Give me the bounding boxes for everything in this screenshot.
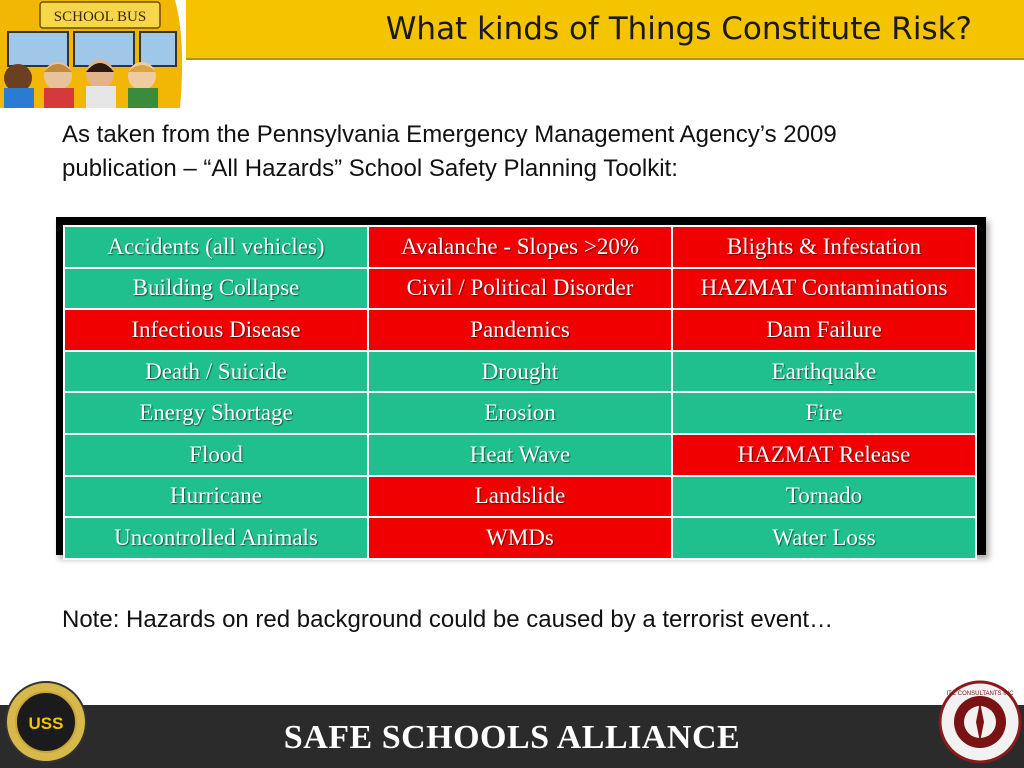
hazards-table [63, 225, 977, 560]
hazard-cell: WMDs [368, 517, 672, 559]
hazard-cell: HAZMAT Contaminations [672, 268, 976, 310]
table-row [64, 434, 976, 476]
page-title: What kinds of Things Constitute Risk? [385, 11, 972, 47]
footer-title: SAFE SCHOOLS ALLIANCE [283, 719, 741, 756]
intro-text: As taken from the Pennsylvania Emergency Management Agency’s 2009 publication – “All Hazards” School Safety Planning Toolkit: [62, 121, 837, 182]
hazard-cell: Flood [64, 434, 368, 476]
title-bar [180, 0, 1024, 60]
hazard-cell: Drought [368, 351, 672, 393]
uss-seal-text: USS [28, 714, 64, 733]
hazard-cell: Heat Wave [368, 434, 672, 476]
table-row [64, 517, 976, 559]
hazard-cell: Earthquake [672, 351, 976, 393]
hazard-cell: Accidents (all vehicles) [64, 226, 368, 268]
hazard-cell: Death / Suicide [64, 351, 368, 393]
itc-consultants-seal-logo [938, 680, 1022, 764]
hazard-cell: Erosion [368, 392, 672, 434]
hazard-cell: Infectious Disease [64, 309, 368, 351]
hazard-cell: Energy Shortage [64, 392, 368, 434]
hazard-cell: Landslide [368, 476, 672, 518]
hazard-cell: Uncontrolled Animals [64, 517, 368, 559]
hazard-cell: Blights & Infestation [672, 226, 976, 268]
hazard-cell: Fire [672, 392, 976, 434]
note-text: Note: Hazards on red background could be caused by a terrorist event… [62, 606, 834, 633]
hazard-cell: Pandemics [368, 309, 672, 351]
hazard-cell: Civil / Political Disorder [368, 268, 672, 310]
hazard-cell: Building Collapse [64, 268, 368, 310]
hazards-table-frame [56, 217, 986, 555]
table-row [64, 226, 976, 268]
hazard-cell: Tornado [672, 476, 976, 518]
footer-bar [0, 705, 1024, 768]
hazard-cell: HAZMAT Release [672, 434, 976, 476]
table-row [64, 476, 976, 518]
hazard-cell: Dam Failure [672, 309, 976, 351]
itc-seal-text: ITC CONSULTANTS INC [946, 691, 1014, 697]
table-row [64, 268, 976, 310]
bus-sign-text: SCHOOL BUS [53, 9, 147, 25]
school-bus-kids-photo [0, 0, 186, 108]
table-row [64, 392, 976, 434]
table-row [64, 309, 976, 351]
hazard-cell: Water Loss [672, 517, 976, 559]
hazard-cell: Hurricane [64, 476, 368, 518]
hazard-cell: Avalanche - Slopes >20% [368, 226, 672, 268]
uss-seal-logo [4, 680, 88, 764]
table-row [64, 351, 976, 393]
